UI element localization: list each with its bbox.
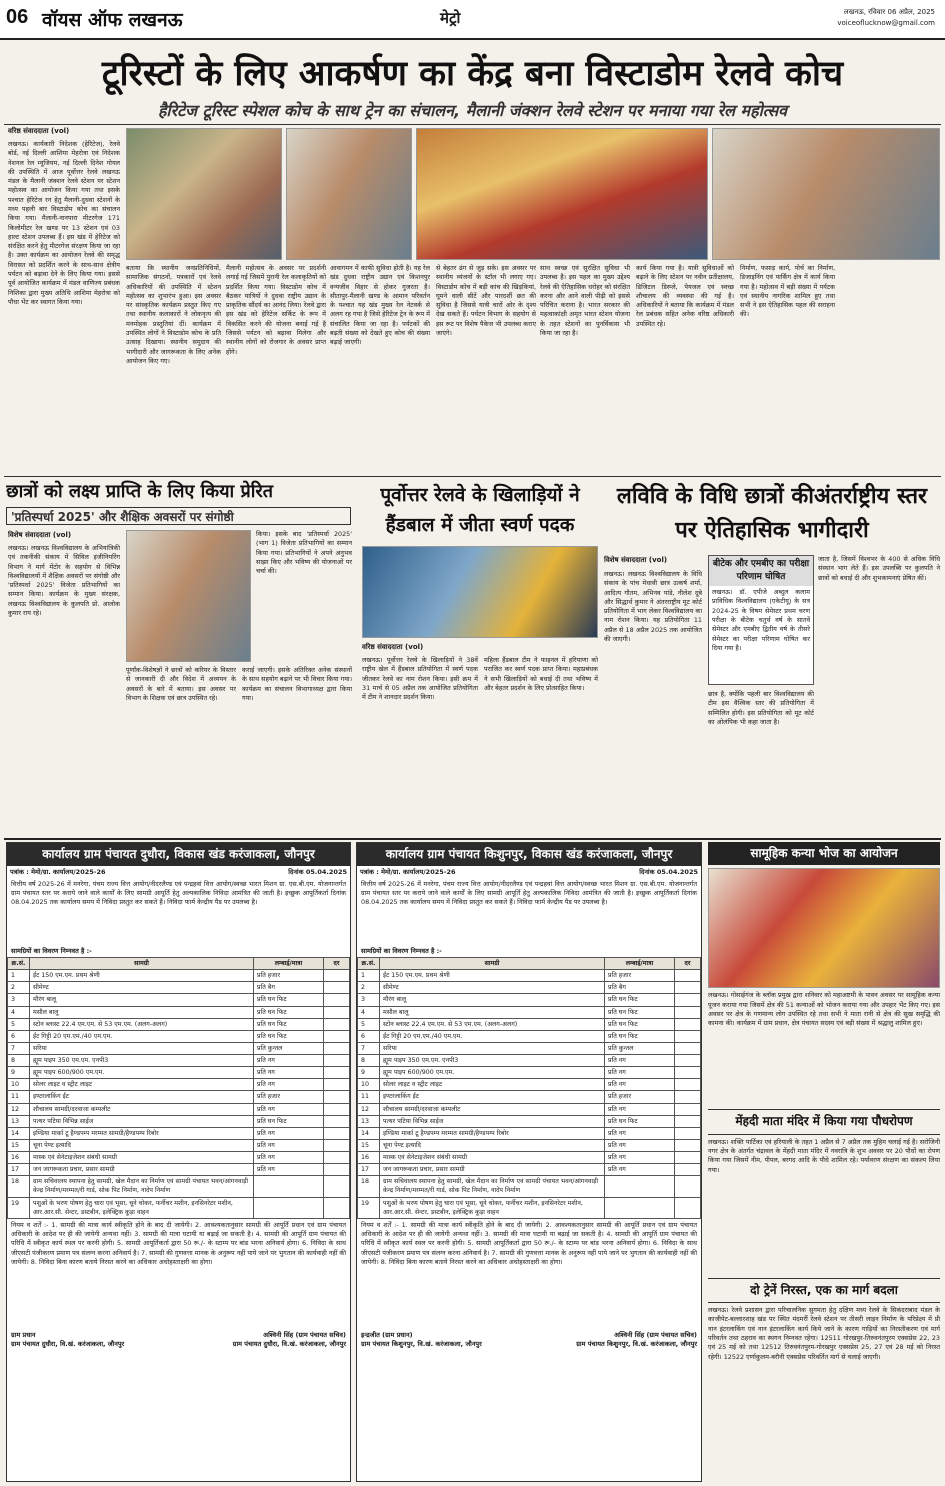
table-cell: शौचालय सामग्री/दरवाजा कम्पलीट — [30, 1103, 254, 1115]
table-cell — [324, 1091, 350, 1103]
table-cell: ईंट 150 एम.एम. प्रथम श्रेणी — [30, 970, 254, 982]
table-cell — [675, 1103, 701, 1115]
tender2-signatures — [357, 1329, 701, 1352]
tender2-meta — [357, 866, 701, 879]
tender2-sign-right: अश्विनी सिंह (ग्राम पंचायत सचिव) — [614, 1330, 697, 1339]
table-cell: पत्थर पटिया विभिन्न साईज — [380, 1115, 605, 1127]
tender2-title: कार्यालय ग्राम पंचायत किशुनपुर, विकास खंड करंजाकला, जौनपुर — [357, 843, 701, 866]
table-cell: इण्टरलाकिंग ईंट — [380, 1091, 605, 1103]
table-cell: 11 — [8, 1091, 30, 1103]
table-row — [358, 1152, 701, 1164]
table-cell — [675, 1067, 701, 1079]
table-cell — [324, 1103, 350, 1115]
lead-col8: निर्माण, फसाड़ कार्य, पोर्च का निर्माण, डिजाइनिंग एवं पार्किंग क्षेत्र में कार्य किया गया है। महोत्सव में बड़ी संख्या में पर्यटक एवं स्थानीय नागरिक शामिल हुए तथा सभी ने इस ऐतिहासिक पहल की सराहना की। — [740, 264, 835, 319]
table-cell: 7 — [8, 1042, 30, 1054]
table-cell: 11 — [358, 1091, 380, 1103]
tender1-sign-left2: ग्राम पंचायत दुधौरा, वि.खं. करंजाकला, जौनपुर — [11, 1340, 125, 1349]
table-row — [358, 1042, 701, 1054]
table-row — [8, 1018, 350, 1030]
table-cell: प्रति घन फिट — [605, 1115, 675, 1127]
table-cell: 14 — [8, 1127, 30, 1139]
table-cell — [324, 1006, 350, 1018]
table-cell: ह्यूम पाइप 350 एम.एम. एनपी3 — [30, 1055, 254, 1067]
table-cell: ईंट गिट्टी 20 एम.एम./40 एम.एम. — [380, 1030, 605, 1042]
table-cell: पशुओं के भरण पोषण हेतु चारा एवं भूसा, चूने चोकर, फर्नीचर मशीन, इनसिनरेटर मशीन, आर.आर.सी. सेन्टर, डस्टबीन, इलेक्ट्रिक कूड़ा वाहन — [380, 1197, 605, 1218]
table-row — [8, 1006, 350, 1018]
table-cell — [324, 1042, 350, 1054]
table-cell: ह्यूम पाइप 350 एम.एम. एनपी3 — [380, 1055, 605, 1067]
table-cell: प्रति नग — [254, 1164, 324, 1176]
table-row — [8, 1067, 350, 1079]
table-cell: प्रति बैग — [605, 982, 675, 994]
table-cell — [324, 970, 350, 982]
table-cell: 10 — [8, 1079, 30, 1091]
table-cell: मौरंग बालू — [30, 994, 254, 1006]
rule — [4, 124, 941, 125]
students-subheadline: 'प्रतिस्पर्धा 2025' और शैक्षिक अवसरों पर संगोष्ठी — [6, 507, 351, 525]
tender1-title: कार्यालय ग्राम पंचायत दुधौरा, विकास खंड करंजाकला, जौनपुर — [7, 843, 350, 866]
table-cell: प्रति हजार — [254, 1091, 324, 1103]
table-cell: प्रति कुन्तल — [605, 1042, 675, 1054]
mehndi-headline: मेंहदी माता मंदिर में किया गया पौधरोपण — [708, 1109, 940, 1134]
table-cell — [324, 1197, 350, 1218]
tender1-sign-right2: ग्राम पंचायत दुधौरा, वि.खं. करंजाकला, जौनपुर — [232, 1340, 346, 1349]
table-cell — [675, 1197, 701, 1218]
tender2-patrank: पत्रांक : मेमो/ग्रा. कार्यालय/2025-26 — [360, 868, 456, 877]
table-cell: चूना पेण्ट इत्यादि — [380, 1139, 605, 1151]
tender1-patrank: पत्रांक : मेमो/ग्रा. कार्यालय/2025-26 — [10, 868, 106, 877]
site: voiceoflucknow@gmail.com — [837, 18, 935, 27]
table-row — [358, 970, 701, 982]
table-cell — [675, 970, 701, 982]
table-cell: सीमेण्ट — [30, 982, 254, 994]
table-row — [8, 994, 350, 1006]
table-cell: मास्क एवं सेनेटाइजेशन संबंधी सामग्री — [30, 1152, 254, 1164]
trains-text: लखनऊ। रेलवे प्रशासन द्वारा परिचालनिक सुगमता हेतु दक्षिण मध्य रेलवे के सिकंदराबाद मंडल के काजीपेट-बल्लारशाह खंड पर स्थित मंदमर्री रेलवे स्टेशन पर तीसरी लाइन निर्माण के परिप्रेक्ष्य में प्री नान इंटरलाकिंग एवं नान इंटरलाकिंग कार्य किये जाने के कारण गाड़ियों का निरस्तीकरण एवं मार्ग परिवर्तन तथा ठहराव का स्थगन निम्नवत रहेगा। 12511 गोरखपुर-तिरुवनंतपुरम एक्सप्रेस 22, 23 एवं 25 मई को तथा 12512 तिरुवनंतपुरम-गोरखपुर एक्सप्रेस 25, 27 एवं 28 मई को निरस्त रहेगी। 12522 एर्णाकुलम-बरौनी एक्सप्रेस परिवर्तित मार्ग से चलाई जाएगी। — [708, 1306, 940, 1361]
table-header-cell: सामग्री — [30, 958, 254, 970]
table-row — [8, 1139, 350, 1151]
table-cell: 16 — [8, 1152, 30, 1164]
rule — [4, 838, 941, 840]
lead-col2: बताया कि स्थानीय जनप्रतिनिधियों, सामाजिक संगठनों, पत्रकारों एवं रेलवे अधिकारियों की उपस्थिति में स्टेशन महोत्सव का शुभारंभ हुआ। इस अवसर पर सांस्कृतिक कार्यक्रम प्रस्तुत किए गए तथा स्थानीय कलाकारों ने लोकनृत्य की मनमोहक प्रस्तुतियां दीं। कार्यक्रम में उपस्थित लोगों ने विस्टाडोम कोच के प्रति उत्साह दिखाया। स्थानीय समुदाय की भागीदारी और जागरूकता के लिए अनेक आयोजन किए गए। — [126, 264, 221, 365]
table-cell: ग्राम सचिवालय स्थापना हेतु सामग्री, खेल मैदान का निर्माण एवं सामग्री पंचायत भवन/आंगनवाड़ी केन्द्र निर्माण/मरम्मत/री गार्ड, सोक पिट निर्माण, नादेप निर्माण — [30, 1176, 254, 1197]
table-header-row — [358, 958, 701, 970]
table-cell: प्रति नग — [605, 1152, 675, 1164]
table-cell — [675, 1164, 701, 1176]
table-cell — [324, 1139, 350, 1151]
table-cell — [254, 1197, 324, 1218]
table-row — [358, 1055, 701, 1067]
table-cell: 19 — [8, 1197, 30, 1218]
table-cell — [324, 1127, 350, 1139]
table-cell: प्रति नग — [605, 1139, 675, 1151]
table-row — [358, 1067, 701, 1079]
kanya-headline: सामूहिक कन्या भोज का आयोजन — [708, 842, 940, 865]
table-cell: 12 — [358, 1103, 380, 1115]
tender1-terms: नियम व शर्तें :- 1. सामग्री की मात्रा कार्य स्वीकृति होने के बाद दी जायेगी। 2. आवश्यकतानुसार सामग्री की आपूर्ति प्रधान एवं ग्राम पंचायत अधिकारी के आदेश पर ही की जायेगी अन्यथा नहीं। 3. सामग्री की मात्रा घटायी या बढ़ाई जा सकती है। 4. सामग्री की आपूर्ति ग्राम पंचायत की परिधि में स्वीकृत कार्य स्थल पर करनी होगी। 5. सामग्री आपूर्तिकर्ता द्वारा 50 रू./- के स्टाम्प पर बांड भरना अनिवार्य होगा। 6. निविदा के साथ जीएसटी पंजीकरण प्रमाण पत्र संलग्न करना अनिवार्य है। 7. सामग्री की गुणवत्ता मानक के अनुरूप नहीं पाये जाने पर भुगतान की कार्यवाही नहीं की जायेगी। 8. निविदा बिना कारण बताये निरस्त करने का अधिकार अधोहस्ताक्षरी का होगा। — [11, 1220, 346, 1266]
table-row — [8, 970, 350, 982]
lu-col3: जाता है, जिसमें विश्वभर के 400 से अधिक विधि संस्थान भाग लेते हैं। इस उपलब्धि पर कुलपति ने छात्रों को बधाई दी और शुभकामनाएं प्रेषित कीं। — [818, 555, 940, 582]
table-cell: प्रति बैग — [254, 982, 324, 994]
photo-vistadome-interior — [712, 128, 940, 260]
table-cell: 15 — [358, 1139, 380, 1151]
table-cell — [324, 1164, 350, 1176]
table-cell: 17 — [8, 1164, 30, 1176]
table-cell — [675, 1127, 701, 1139]
lead-col4: आवागमन में काफी सुविधा होती है। यह रेल खंड दुधवा राष्ट्रीय उद्यान एवं किशनपुर वन्यजीव विहार से होकर गुजरता है। सीतापुर-मैलानी खण्ड के आमान परिवर्तन के पश्चात यह खंड मुख्य रेल नेटवर्क से अलग रह गया है जिसे हेरिटेज ट्रेन के रूप में संचालित किया जा रहा है। पर्यटकों की बढ़ती संख्या को देखते हुए कोच की संख्या बढ़ाई जाएगी। — [330, 264, 430, 347]
table-row — [358, 1103, 701, 1115]
kanya-text: लखनऊ। गोसाईगंज के ब्लॉक प्रमुख द्वारा शनिवार को महाअष्टमी के पावन अवसर पर सामूहिक कन्या पूजन कराया गया जिसमें क्षेत्र की 51 कन्याओं को भोजन कराया गया और उपहार भेंट किए गए। इस अवसर पर क्षेत्र के गणमान्य लोग उपस्थित रहे तथा सभी ने माता रानी से क्षेत्र की सुख समृद्धि की कामना की। कार्यक्रम में ग्राम प्रधान, क्षेत्र पंचायत सदस्य एवं बड़ी संख्या में श्रद्धालु शामिल हुए। — [708, 991, 940, 1028]
table-cell — [675, 1176, 701, 1197]
table-cell: 1 — [358, 970, 380, 982]
table-cell — [675, 1042, 701, 1054]
lead-col7: कार्य किया गया है। यात्री सुविधाओं को बढ़ाने के लिए स्टेशन पर नवीन प्रतीक्षालय, डिजिटल डिस्प्ले, पेयजल एवं स्वच्छ शौचालय की व्यवस्था की गई है। अधिकारियों ने बताया कि कार्यक्रम में मंडल रेल प्रबंधक सहित अनेक वरिष्ठ अधिकारी उपस्थित रहे। — [636, 264, 734, 328]
table-row — [358, 1018, 701, 1030]
aktu-box-title: बीटेक और एमबीए का परीक्षा परिणाम घोषित — [709, 556, 813, 586]
table-row — [8, 1176, 350, 1197]
table-cell — [324, 994, 350, 1006]
photo-officer-flag — [286, 128, 412, 260]
table-row — [358, 1091, 701, 1103]
table-cell: चूना पेण्ट इत्यादि — [30, 1139, 254, 1151]
table-cell: ग्राम सचिवालय स्थापना हेतु सामग्री, खेल मैदान का निर्माण एवं सामग्री पंचायत भवन/आंगनवाड़ी केन्द्र निर्माण/मरम्मत/री गार्ड, सोक पिट निर्माण, नादेप निर्माण — [380, 1176, 605, 1197]
sports-col1: लखनऊ। पूर्वोत्तर रेलवे के खिलाड़ियों ने 38वें राष्ट्रीय खेल में हैंडबाल प्रतियोगिता में स्वर्ण पदक जीतकर रेलवे का नाम रोशन किया। इसी क्रम में 31 मार्च से 05 अप्रैल तक आयोजित प्रतियोगिता में टीम ने शानदार प्रदर्शन किया। — [362, 656, 478, 702]
tender2-notice: वित्तीय वर्ष 2025-26 में मनरेगा, पंचम राज्य वित्त आयोग/नीदरलैण्ड एवं पन्द्रहवां वित्त आयोग/स्वच्छ भारत मिशन ग्रा. एस.बी.एम. योजनान्तर्गत ग्राम पंचायत स्तर पर कराये जाने वाले कार्यों के लिए सामग्री आपूर्ति हेतु अल्पकालिक निविदा आमंत्रित की जाती है। इच्छुक आपूर्तिकर्ता दिनांक 08.04.2025 तक कार्यालय समय में निविदा प्रस्तुत कर सकते हैं। निविदा फार्म केन्द्रीय पैड पर उपलब्ध है। — [361, 879, 697, 907]
table-cell: 16 — [358, 1152, 380, 1164]
table-cell: प्रति नग — [254, 1127, 324, 1139]
mehndi-text: लखनऊ। शक्ति पार्टिका एवं हरियाली के तहत 1 अप्रैल से 7 अप्रैल तक मुहिम चलाई गई है। सरोजिनी नगर क्षेत्र के अंतर्गत चंद्रावल के मेंहदी माता मंदिर में नवरात्रि के शुभ अवसर पर 20 पौधों का रोपण किया गया जिसमें नीम, पीपल, बरगद आदि के पौधे शामिल रहे। पर्यावरण संरक्षण का संकल्प लिया गया। — [708, 1137, 940, 1174]
tender1-notice: वित्तीय वर्ष 2025-26 में मनरेगा, पंचम राज्य वित्त आयोग/नीदरलैण्ड एवं पन्द्रहवां वित्त आयोग/स्वच्छ भारत मिशन ग्रा. एस.बी.एम. योजनान्तर्गत ग्राम पंचायत स्तर पर कराये जाने वाले कार्यों के लिए सामग्री आपूर्ति हेतु अल्पकालिक निविदा आमंत्रित की जाती है। इच्छुक आपूर्तिकर्ता दिनांक 08.04.2025 तक कार्यालय समय में निविदा प्रस्तुत कर सकते हैं। निविदा फार्म केन्द्रीय पैड पर उपलब्ध है। — [11, 879, 346, 907]
table-cell — [254, 1176, 324, 1197]
table-cell: 19 — [358, 1197, 380, 1218]
table-cell: प्रति घन फिट — [605, 1018, 675, 1030]
table-cell: प्रति घन फिट — [254, 1018, 324, 1030]
table-row — [358, 1079, 701, 1091]
table-row — [8, 1127, 350, 1139]
table-cell — [324, 1055, 350, 1067]
table-row — [8, 982, 350, 994]
tender2-table-caption: सामग्रियों का विवरण निम्नवत है :- — [361, 946, 442, 955]
students-col1: लखनऊ। लखनऊ विश्वविद्यालय के अभियांत्रिकी एवं तकनीकी संकाय में सिविल इंजीनियरिंग विभाग ने मार्ग मेंटोर के सहयोग से विभिन्न विश्वविद्यालयों में शैक्षिक अवसरों पर संगोष्ठी और 'प्रतिस्पर्धा 2025' विजेता प्रतिभागियों का सम्मान किया। कार्यक्रम के मुख्य संरक्षक, लखनऊ विश्वविद्यालय के कुलपति प्रो. आलोक कुमार राय रहे। — [8, 544, 120, 617]
table-cell: 14 — [358, 1127, 380, 1139]
table-cell: जन जागरूकता प्रचार, प्रसार सामग्री — [30, 1164, 254, 1176]
table-cell — [605, 1197, 675, 1218]
table-cell: प्रति कुन्तल — [254, 1042, 324, 1054]
tender2-table — [357, 957, 701, 1219]
table-cell: 17 — [358, 1164, 380, 1176]
table-cell — [675, 1139, 701, 1151]
table-cell — [324, 1176, 350, 1197]
tender1-date: दिनांक 05.04.2025 — [288, 868, 347, 877]
sports-col2: महिला हैंडबाल टीम ने फाइनल में हरियाणा को पराजित कर स्वर्ण पदक प्राप्त किया। महाप्रबंधक ने सभी खिलाड़ियों को बधाई दी तथा भविष्य में और बेहतर प्रदर्शन के लिए प्रोत्साहित किया। — [484, 656, 598, 692]
tender2-sign-left2: ग्राम पंचायत किशुनपुर, वि.खं. करंजाकला, जौनपुर — [361, 1340, 482, 1349]
table-cell — [675, 1055, 701, 1067]
tender1-table-caption: सामग्रियों का विवरण निम्नवत है :- — [11, 946, 92, 955]
table-cell: सरिया — [380, 1042, 605, 1054]
table-cell: स्टोन ब्लास्ट 22.4 एम.एम. से 53 एम.एम. (अलग-अलग) — [380, 1018, 605, 1030]
table-cell: 9 — [358, 1067, 380, 1079]
table-cell — [675, 1030, 701, 1042]
table-cell — [675, 1006, 701, 1018]
tender1-signatures — [7, 1329, 350, 1352]
table-row — [358, 1197, 701, 1218]
table-cell: सीमेण्ट — [380, 982, 605, 994]
table-cell: 10 — [358, 1079, 380, 1091]
table-row — [8, 1042, 350, 1054]
table-cell: 13 — [8, 1115, 30, 1127]
table-row — [358, 982, 701, 994]
aktu-box-text: लखनऊ। डॉ. एपीजे अब्दुल कलाम प्राविधिक विश्वविद्यालय (एकेटीयू) के सत्र 2024-25 के विषम सेमेस्टर प्रथम चरण परीक्षा के बीटेक चतुर्थ वर्ष के सातवें सेमेस्टर और एमबीए द्वितीय वर्ष के तीसरे सेमेस्टर का परीक्षा परिणाम घोषित कर दिया गया है। — [712, 588, 810, 652]
lu-col1: लखनऊ। लखनऊ विश्वविद्यालय के विधि संकाय के पांच मेधावी छात्र उत्कर्ष शर्मा, आदित्य गौतम, अभिनव पांडे, नीलेश दूबे और सिद्धार्थ कुमार ने अंतरराष्ट्रीय मूट कोर्ट प्रतियोगिता में भाग लेकर विश्वविद्यालय का नाम रोशन किया। यह प्रतियोगिता 11 अप्रैल से 18 अप्रैल 2025 तक आयोजित की जाएगी। — [604, 570, 702, 643]
table-cell: जन जागरूकता प्रचार, प्रसार सामग्री — [380, 1164, 605, 1176]
table-header-cell: लम्बाई/मात्रा — [605, 958, 675, 970]
table-cell: मसौल बालू — [380, 1006, 605, 1018]
table-row — [8, 1091, 350, 1103]
table-cell: सोलर लाइट व स्ट्रीट लाइट — [380, 1079, 605, 1091]
table-row — [8, 1197, 350, 1218]
tender2-date: दिनांक 05.04.2025 — [639, 868, 698, 877]
tender2-sign-left: इन्द्रजीत (ग्राम प्रधान) — [361, 1330, 413, 1339]
table-cell: ह्यूम पाइप 600/900 एम.एम. — [380, 1067, 605, 1079]
table-row — [8, 1164, 350, 1176]
table-cell: ईंट गिट्टी 20 एम.एम./40 एम.एम. — [30, 1030, 254, 1042]
table-cell: सरिया — [30, 1042, 254, 1054]
table-cell: प्रति नग — [254, 1067, 324, 1079]
table-cell: प्रति घन फिट — [254, 994, 324, 1006]
table-cell — [675, 1018, 701, 1030]
table-header-cell: क्र.सं. — [358, 958, 380, 970]
table-cell — [324, 1030, 350, 1042]
photo-folk-dance — [416, 128, 708, 260]
table-cell: स्टोन ब्लास्ट 22.4 एम.एम. से 53 एम.एम. (अलग-अलग) — [30, 1018, 254, 1030]
lead-col5: से बेहतर ढंग से जुड़ सके। इस अवसर पर स्थानीय व्यंजनों के स्टॉल भी लगाए गए। विस्टाडोम कोच में बड़ी कांच की खिड़कियां, घूमने वाली सीटें और पारदर्शी छत की सुविधा है जिससे यात्री चारों ओर के दृश्य देख सकते हैं। पर्यटन विभाग के सहयोग से इस रूट पर विशेष पैकेज भी उपलब्ध कराए जाएंगे। — [436, 264, 536, 337]
table-cell — [675, 1152, 701, 1164]
lu-headline: लविवि के विधि छात्रों कीअंतर्राष्ट्रीय स्तर पर ऐतिहासिक भागीदारी — [616, 484, 928, 543]
table-cell: 1 — [8, 970, 30, 982]
lead-byline: वरिष्ठ संवाददाता (vol) — [8, 127, 70, 135]
table-row — [358, 994, 701, 1006]
table-cell: प्रति हजार — [605, 970, 675, 982]
tender-dudhaura — [6, 842, 351, 1482]
lead-col1: लखनऊ। कार्यकारी निदेशक (हेरिटेज), रेलवे बोर्ड, नई दिल्ली आशिमा मेहरोत्रा एवं निदेशक नेशनल रेल म्यूजियम, नई दिल्ली दिनेश गोयल की उपस्थिति में आज पूर्वोत्तर रेलवे लखनऊ मंडल के मैलानी जंक्शन रेलवे स्टेशन पर स्टेशन महोत्सव का आयोजन किया गया तथा इसके पश्चात हेरिटेज रन हेतु मैलानी-दुधवा स्टेशनों के मध्य पहली बार विस्टाडोम कोच का संचालन किया गया। मैलानी-नानपारा मीटरगेज 171 किलोमीटर रेल खण्ड पर 13 स्टेशन एवं 03 हाल्ट स्टेशन उपलब्ध हैं। इस खंड में हेरिटेज को संरक्षित करने हेतु मीटरगेज संरक्षण किया जा रहा है। उक्त कार्यक्रम का आयोजन रेलवे की समृद्ध विरासत को प्रदर्शित करने के साथ-साथ क्षेत्रीय पर्यटन को बढ़ावा देने के लिए किया गया। इससे पूर्व आयोजित कार्यक्रम में मंडल वाणिज्य प्रबंधक निशिका द्वारा मुख्य अतिथि आशिमा मेहरोत्रा को पौधा भेंट कर स्वागत किया गया। — [8, 140, 120, 306]
table-cell: 8 — [8, 1055, 30, 1067]
table-cell: पत्थर पटिया विभिन्न साईज — [30, 1115, 254, 1127]
table-cell: मौरंग बालू — [380, 994, 605, 1006]
lead-subheadline: हैरिटेज टूरिस्ट स्पेशल कोच के साथ ट्रेन का संचालन, मैलानी जंक्शन रेलवे स्टेशन पर मनाया गया रेल महोत्सव — [157, 101, 788, 120]
date: लखनऊ, रविवार 06 अप्रैल, 2025 — [843, 8, 935, 16]
table-header-cell: क्र.सं. — [8, 958, 30, 970]
table-cell: शौचालय सामग्री/दरवाजा कम्पलीट — [380, 1103, 605, 1115]
rule — [4, 476, 941, 477]
table-row — [358, 1127, 701, 1139]
table-cell: 18 — [358, 1176, 380, 1197]
table-cell: 5 — [8, 1018, 30, 1030]
table-cell: प्रति नग — [605, 1055, 675, 1067]
students-col3: पूर्णांक-विशेषज्ञों ने छात्रों को करियर के विस्तार से जानकारी दी और विदेश में अध्ययन के अवसरों के बारे में बताया। इस अवसर पर विभाग के शिक्षक एवं छात्र उपस्थित रहे। — [126, 666, 236, 702]
photo-train-coach — [126, 128, 282, 260]
table-cell: ह्यूम पाइप 600/900 एम.एम. — [30, 1067, 254, 1079]
table-cell — [324, 1152, 350, 1164]
table-cell — [324, 1067, 350, 1079]
table-cell: प्रति नग — [605, 1164, 675, 1176]
table-cell: इण्टरलाकिंग ईंट — [30, 1091, 254, 1103]
table-row — [8, 1115, 350, 1127]
table-row — [358, 1176, 701, 1197]
tender1-meta — [7, 866, 350, 879]
table-row — [8, 1103, 350, 1115]
table-cell: प्रति घन फिट — [605, 1030, 675, 1042]
table-cell — [324, 1018, 350, 1030]
table-row — [8, 1030, 350, 1042]
table-cell: 6 — [358, 1030, 380, 1042]
table-cell: 13 — [358, 1115, 380, 1127]
lu-byline: विशेष संवाददाता (vol) — [604, 556, 668, 564]
table-cell — [324, 1079, 350, 1091]
dateline — [837, 7, 935, 28]
right-column — [708, 842, 940, 1482]
table-cell — [675, 982, 701, 994]
students-byline: विशेष संवाददाता (vol) — [8, 531, 72, 539]
lu-col2: छात्र है, क्योंकि पहली बार विश्वविद्यालय की टीम इस वैश्विक स्तर की प्रतियोगिता में सम्मिलित होगी। इस प्रतियोगिता को मूट कोर्ट का ओलंपिक भी कहा जाता है। — [708, 690, 814, 726]
lead-col3: मैलानी महोत्सव के अवसर पर प्रदर्शनी लगाई गई जिसमें पुरानी रेल कलाकृतियों को प्रदर्शित किया गया। विस्टाडोम कोच में बैठकर यात्रियों ने दुधवा राष्ट्रीय उद्यान के प्राकृतिक सौंदर्य का आनंद लिया। रेलवे द्वारा इस खंड को हेरिटेज सर्किट के रूप में विकसित करने की योजना बनाई गई है जिससे पर्यटन को बढ़ावा मिलेगा और स्थानीय लोगों को रोजगार के अवसर प्राप्त होंगे। — [226, 264, 326, 356]
table-cell: प्रति घन फिट — [254, 1115, 324, 1127]
table-header-cell: दर — [324, 958, 350, 970]
table-cell: 3 — [358, 994, 380, 1006]
table-cell: ईंट 150 एम.एम. प्रथम श्रेणी — [380, 970, 605, 982]
page-number: 06 — [6, 6, 29, 28]
table-cell: इण्डिया मार्का टू हैण्डपम्प मरम्मत सामग्री/हैण्डपम्प रिबोर — [30, 1127, 254, 1139]
table-cell: प्रति नग — [605, 1103, 675, 1115]
sports-headline: पूर्वोत्तर रेलवे के खिलाड़ियों ने हैंडबाल में जीता स्वर्ण पदक — [380, 484, 580, 536]
table-cell: 5 — [358, 1018, 380, 1030]
table-cell: प्रति घन फिट — [254, 1006, 324, 1018]
table-cell: प्रति हजार — [254, 970, 324, 982]
table-cell — [605, 1176, 675, 1197]
tender1-table — [7, 957, 350, 1219]
table-header-row — [8, 958, 350, 970]
tender-kishunpur — [356, 842, 702, 1482]
table-row — [358, 1164, 701, 1176]
table-cell: प्रति घन फिट — [605, 994, 675, 1006]
table-cell: 18 — [8, 1176, 30, 1197]
page-header — [0, 0, 945, 40]
photo-award-ceremony — [126, 530, 251, 662]
table-cell: प्रति नग — [605, 1067, 675, 1079]
table-cell: 6 — [8, 1030, 30, 1042]
table-cell — [675, 1115, 701, 1127]
trains-headline: दो ट्रेनें निरस्त, एक का मार्ग बदला — [708, 1278, 940, 1303]
sports-byline: वरिष्ठ संवाददाता (vol) — [362, 643, 424, 651]
table-row — [358, 1030, 701, 1042]
table-cell — [675, 994, 701, 1006]
table-cell: प्रति घन फिट — [605, 1006, 675, 1018]
table-cell: 8 — [358, 1055, 380, 1067]
table-cell: पशुओं के भरण पोषण हेतु चारा एवं भूसा, चूने चोकर, फर्नीचर मशीन, इनसिनरेटर मशीन, आर.आर.सी. सेन्टर, डस्टबीन, इलेक्ट्रिक कूड़ा वाहन — [30, 1197, 254, 1218]
table-cell: मसौल बालू — [30, 1006, 254, 1018]
table-cell: 9 — [8, 1067, 30, 1079]
section-name: मेट्रो — [440, 9, 461, 27]
table-cell — [324, 982, 350, 994]
tender2-sign-right2: ग्राम पंचायत किशुनपुर, वि.खं. करंजाकला, जौनपुर — [576, 1340, 697, 1349]
table-row — [8, 1152, 350, 1164]
table-cell: प्रति नग — [254, 1103, 324, 1115]
table-header-cell: दर — [675, 958, 701, 970]
photo-handball-team — [362, 546, 598, 638]
table-row — [8, 1079, 350, 1091]
table-cell: 4 — [358, 1006, 380, 1018]
lead-headline: टूरिस्टों के लिए आकर्षण का केंद्र बना विस्टाडोम रेलवे कोच — [101, 54, 844, 94]
table-row — [8, 1055, 350, 1067]
table-cell: 4 — [8, 1006, 30, 1018]
table-row — [358, 1115, 701, 1127]
table-cell: प्रति नग — [605, 1127, 675, 1139]
tender2-terms: नियम व शर्तें :- 1. सामग्री की मात्रा कार्य स्वीकृति होने के बाद दी जायेगी। 2. आवश्यकतानुसार सामग्री की आपूर्ति प्रधान एवं ग्राम पंचायत अधिकारी के आदेश पर ही की जायेगी अन्यथा नहीं। 3. सामग्री की मात्रा घटायी या बढ़ाई जा सकती है। 4. सामग्री की आपूर्ति ग्राम पंचायत की परिधि में स्वीकृत कार्य स्थल पर करनी होगी। 5. सामग्री आपूर्तिकर्ता द्वारा 50 रू./- के स्टाम्प पर बांड भरना अनिवार्य होगा। 6. निविदा के साथ जीएसटी पंजीकरण प्रमाण पत्र संलग्न करना अनिवार्य है। 7. सामग्री की गुणवत्ता मानक के अनुरूप नहीं पाये जाने पर भुगतान की कार्यवाही नहीं की जायेगी। 8. निविदा बिना कारण बताये निरस्त करने का अधिकार अधोहस्ताक्षरी का होगा। — [361, 1220, 697, 1266]
table-cell: प्रति नग — [254, 1152, 324, 1164]
table-cell: प्रति नग — [254, 1079, 324, 1091]
table-cell: प्रति नग — [605, 1079, 675, 1091]
table-cell — [675, 1079, 701, 1091]
table-cell — [324, 1115, 350, 1127]
table-cell: मास्क एवं सेनेटाइजेशन संबंधी सामग्री — [380, 1152, 605, 1164]
table-row — [358, 1139, 701, 1151]
tender1-sign-left: ग्राम प्रधान — [11, 1330, 36, 1339]
table-cell: 7 — [358, 1042, 380, 1054]
table-cell: सोलर लाइट व स्ट्रीट लाइट — [30, 1079, 254, 1091]
tender1-sign-right: अश्विनी सिंह (ग्राम पंचायत सचिव) — [263, 1330, 346, 1339]
photo-kanya-bhoj — [708, 868, 940, 988]
table-cell: 3 — [8, 994, 30, 1006]
masthead: वॉयस ऑफ लखनऊ — [42, 9, 183, 31]
table-header-cell: सामग्री — [380, 958, 605, 970]
students-col4: कराई जाएगी। इसके अतिरिक्त अनेक संस्थानों के साथ सहयोग बढ़ाने पर भी विचार किया गया। कार्यक्रम का संचालन विभागाध्यक्ष द्वारा किया गया। — [242, 666, 352, 702]
students-col2: किया। इसके बाद 'प्रतिस्पर्धा 2025' (भाग 1) विजेता प्रतिभागियों का सम्मान किया गया। प्रतिभागियों ने अपने अनुभव साझा किए और भविष्य की योजनाओं पर चर्चा की। — [256, 530, 352, 576]
table-cell: प्रति घन फिट — [254, 1030, 324, 1042]
table-cell — [675, 1091, 701, 1103]
table-cell: प्रति नग — [254, 1055, 324, 1067]
students-headline: छात्रों को लक्ष्य प्राप्ति के लिए किया प्रेरित — [6, 481, 274, 502]
table-row — [358, 1006, 701, 1018]
table-cell: इण्डिया मार्का टू हैण्डपम्प मरम्मत सामग्री/हैण्डपम्प रिबोर — [380, 1127, 605, 1139]
table-header-cell: लम्बाई/मात्रा — [254, 958, 324, 970]
aktu-result-box — [708, 555, 814, 685]
table-cell: प्रति हजार — [605, 1091, 675, 1103]
table-cell: 2 — [8, 982, 30, 994]
table-cell: 12 — [8, 1103, 30, 1115]
table-cell: प्रति नग — [254, 1139, 324, 1151]
lead-col6: साथ स्वच्छ एवं सुरक्षित सुविधा भी उपलब्ध है। इस पहल का मुख्य उद्देश्य रेलवे की ऐतिहासिक धरोहर को संरक्षित करना और आने वाली पीढ़ी को इससे परिचित कराना है। भारत सरकार की महत्वाकांक्षी अमृत भारत स्टेशन योजना के तहत स्टेशनों का पुनर्विकास भी किया जा रहा है। — [540, 264, 630, 337]
table-cell: 15 — [8, 1139, 30, 1151]
table-cell: 2 — [358, 982, 380, 994]
